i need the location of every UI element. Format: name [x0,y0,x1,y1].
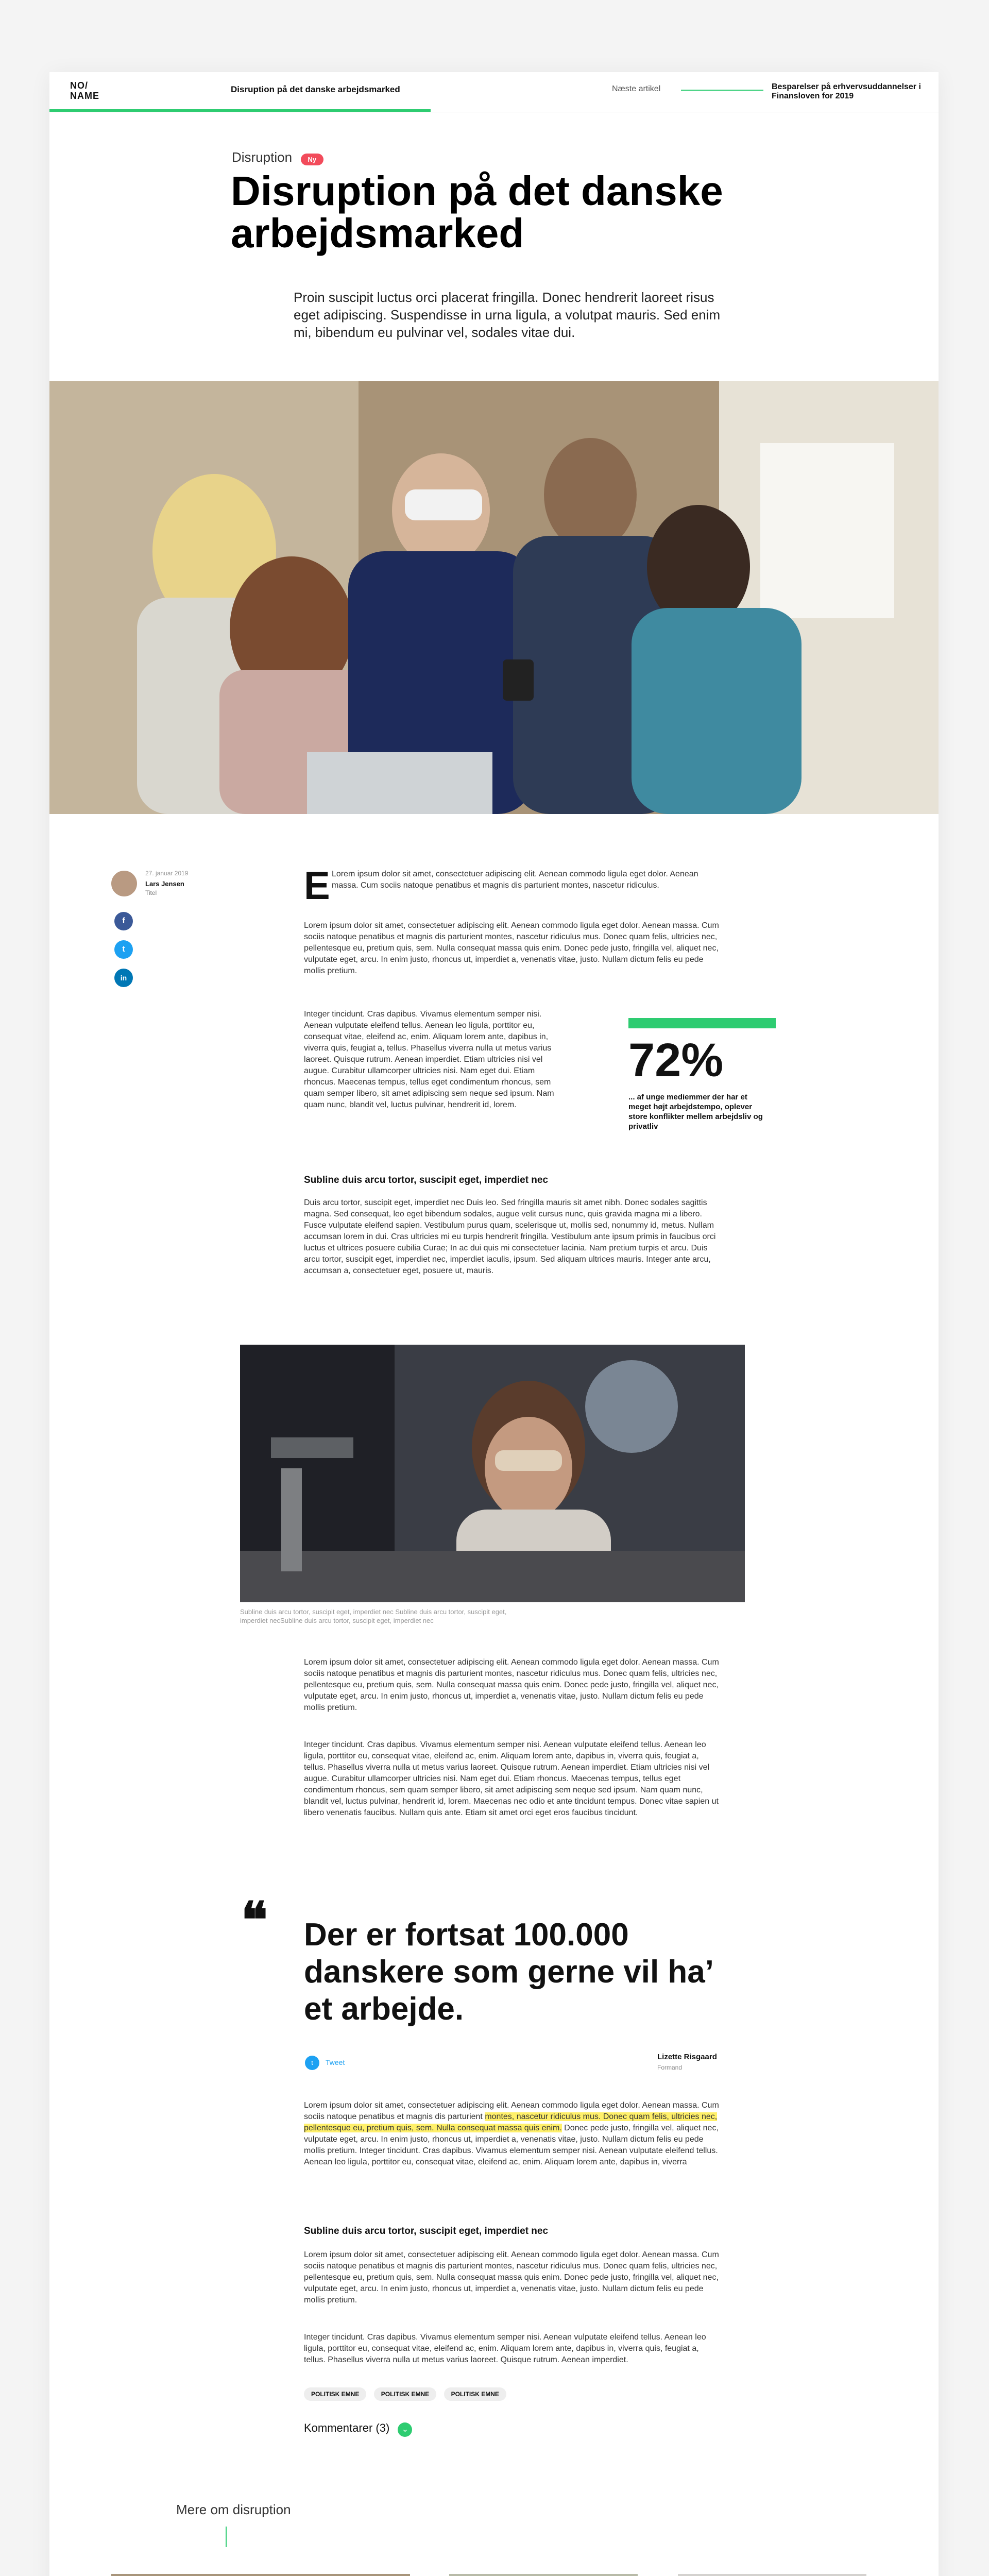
comments-toggle[interactable] [304,2421,412,2437]
text-segment: Lorem ipsum dolor sit amet, consectetuer adipiscing elit. Aenean commodo ligula eget dolor. Aenean massa. Cum sociis natoque penatibus et magnis dis parturient [304,2101,719,2121]
image-caption: Subline duis arcu tortor, suscipit eget, imperdiet nec Subline duis arcu tortor, suscipit eget, imperdiet necSubline duis arcu tortor, suscipit eget, imperdiet nec [240,1608,507,1624]
inline-illustration [240,1345,745,1602]
twitter-icon: t [311,2059,313,2066]
quote-role: Formand [657,2064,683,2071]
topic-tag[interactable]: POLITISK EMNE [444,2387,506,2401]
pull-quote: Der er fortsat 100.000 danskere som gerne vil ha’ et arbejde. [304,1917,712,2027]
linkedin-share-button[interactable] [114,969,133,987]
topbar-next-divider [681,90,763,91]
highlight-paragraph [304,2100,719,2168]
text-segment: Donec pede justo, fringilla vel, aliquet nec, vulputate eget, arcu. In enim justo, rhoncus ut, imperdiet a, venenatis vitae, justo. Nullam dictum felis eu pede mollis pretium. Integer tincidunt. Cras dapibus. Vivamus elementum semper nisi. Aenean vulputate eleifend tellus. Aenean leo ligula, porttitor eu, consequat vitae, eleifend ac, enim. Aliquam lorem ante, dapibus in, viverra [304,2124,719,2166]
card-image[interactable] [678,2574,866,2576]
twitter-icon: t [122,945,125,954]
chevron-down-icon[interactable]: ⌄ [398,2422,412,2437]
card-image[interactable] [111,2574,410,2576]
subheading: Subline duis arcu tortor, suscipit eget, imperdiet nec [304,2226,549,2236]
article-page [49,72,939,2576]
quote-mark-icon: ❝ [241,1893,268,1948]
topic-tag[interactable]: POLITISK EMNE [304,2387,366,2401]
stat-accent-bar [628,1018,776,1028]
body-paragraph: Integer tincidunt. Cras dapibus. Vivamus elementum semper nisi. Aenean vulputate eleifend tellus. Aenean leo ligula, porttitor eu, consequat vitae, eleifend ac, enim. Aliquam lorem ante, dapibus in, viverra quis, feugiat a, tellus. Phasellus viverra nulla ut metus varius laoreet. Quisque rutrum. Aenean imperdiet. [304,2333,706,2364]
comments-label: Kommentarer (3) [304,2421,390,2434]
intro-paragraph: Lorem ipsum dolor sit amet, consectetuer adipiscing elit. Aenean commodo ligula eget dolor. Aenean massa. Cum sociis natoque penatibus et magnis dis parturient montes, nascetur ridiculus. [332,870,698,890]
hero-illustration [49,381,939,814]
topbar-next-label[interactable]: Næste artikel [612,84,661,93]
body-paragraph: Integer tincidunt. Cras dapibus. Vivamus elementum semper nisi. Aenean vulputate eleifend tellus. Aenean leo ligula, porttitor eu, consequat vitae, eleifend ac, enim. Aliquam lorem ante, dapibus in, viverra quis, feugiat a, tellus. Phasellus viverra nulla ut metus varius laoreet. Quisque rutrum. Aenean imperdiet. Etiam ultricies nisi vel augue. Curabitur ullamcorper ultricies nisi. Nam eget dui. Etiam rhoncus. Maecenas tempus, tellus eget condimentum rhoncus, sem quam semper libero, sit amet adipiscing sem neque sed ipsum. Nam quam nunc, blandit vel, luctus pulvinar, hendrerit id, lorem. Maecenas nec odio et ante tincidunt tempus. Donec vitae sapien ut libero venenatis faucibus. Nullam quis ante. Etiam sit amet orci eget eros faucibus tincidunt. [304,1740,719,1817]
hero-image [49,381,939,814]
body-paragraph: Lorem ipsum dolor sit amet, consectetuer adipiscing elit. Aenean commodo ligula eget dolor. Aenean massa. Cum sociis natoque penatibus et magnis dis parturient montes, nascetur ridiculus mus. Donec quam felis, ultricies nec, pellentesque eu, pretium quis, sem. Nulla consequat massa quis enim. Donec pede justo, fringilla vel, aliquet nec, vulputate eget, arcu. In enim justo, rhoncus ut, imperdiet a, venenatis vitae, justo. Nullam dictum felis eu pede mollis pretium. [304,2250,719,2304]
more-heading: Mere om disruption [176,2502,291,2517]
topic-tag[interactable]: POLITISK EMNE [374,2387,436,2401]
body-paragraph: Lorem ipsum dolor sit amet, consectetuer adipiscing elit. Aenean commodo ligula eget dolor. Aenean massa. Cum sociis natoque penatibus et magnis dis parturient montes, nascetur ridiculus mus. Donec quam felis, ultricies nec, pellentesque eu, pretium quis, sem. Nulla consequat massa quis enim. Donec pede justo, fringilla vel, aliquet nec, vulputate eget, arcu. In enim justo, rhoncus ut, imperdiet a, venenatis vitae, justo. Nullam dictum felis eu pede mollis pretium. [304,921,719,975]
body-paragraph: Lorem ipsum dolor sit amet, consectetuer adipiscing elit. Aenean commodo ligula eget dolor. Aenean massa. Cum sociis natoque penatibus et magnis dis parturient montes, nascetur ridiculus mus. Donec quam felis, ultricies nec, pellentesque eu, pretium quis, sem. Nulla consequat massa quis enim. Donec pede justo, fringilla vel, aliquet nec, vulputate eget, arcu. In enim justo, rhoncus ut, imperdiet a, venenatis vitae, justo. Nullam dictum felis eu pede mollis pretium. [304,1658,719,1712]
inline-image [240,1345,745,1602]
topbar-next-title[interactable]: Besparelser på erhvervsuddannelser i Finansloven for 2019 [772,82,921,100]
article-lead: Proin suscipit luctus orci placerat fringilla. Donec hendrerit laoreet risus eget adipiscing. Suspendisse in urna ligula, a volutpat mauris. Sed enim mi, bibendum eu pulvinar vel, sodales vitae dui. [294,290,721,340]
category-label[interactable]: Disruption [232,149,293,165]
author-date: 27. januar 2019 [145,870,189,877]
author-role: Titel [145,889,157,896]
card-illustration [111,2574,410,2576]
stat-value: 72% [628,1034,724,1087]
new-badge: Ny [301,154,324,165]
more-divider [226,2527,227,2547]
tweet-label[interactable]: Tweet [326,2058,345,2066]
author-name[interactable]: Lars Jensen [145,880,184,888]
site-logo[interactable]: NO/ NAME [70,80,99,101]
twitter-share-button[interactable] [114,940,133,959]
quote-author: Lizette Risgaard [657,2053,717,2061]
linkedin-icon: in [120,974,127,982]
topbar-article-title: Disruption på det danske arbejdsmarked [231,84,400,94]
card-illustration [449,2574,638,2576]
card-image[interactable] [449,2574,638,2576]
article-title: Disruption på det danske arbejdsmarked [231,168,723,256]
stat-text: ... af unge mediemmer der har et meget højt arbejdstempo, oplever store konflikter mellem arbejdsliv og privatliv [628,1093,763,1131]
drop-cap: E [304,864,330,908]
author-avatar[interactable] [111,871,137,896]
tag-list [304,2387,511,2401]
reading-progress-bar [49,109,431,112]
article-category-row [232,149,323,165]
subheading: Subline duis arcu tortor, suscipit eget, imperdiet nec [304,1175,549,1185]
facebook-share-button[interactable] [114,912,133,930]
body-paragraph: Integer tincidunt. Cras dapibus. Vivamus elementum semper nisi. Aenean vulputate eleifend tellus. Aenean leo ligula, porttitor eu, consequat vitae, eleifend ac, enim. Aliquam lorem ante, dapibus in, viverra quis, feugiat a, tellus. Phasellus viverra nulla ut metus varius laoreet. Quisque rutrum. Aenean imperdiet. Etiam ultricies nisi vel augue. Curabitur ullamcorper ultricies nisi. Nam eget dui. Etiam rhoncus. Maecenas tempus, tellus eget condimentum rhoncus, sem quam semper libero, sit amet adipiscing sem neque sed ipsum. Nam quam nunc, blandit vel, luctus pulvinar, hendrerit id, lorem. [304,1010,554,1109]
top-bar [49,72,939,112]
tweet-quote-button[interactable] [305,2056,319,2070]
text-highlight[interactable]: montes, nascetur ridiculus mus. Donec quam felis, ultricies nec, pellentesque eu, pretium quis, sem. Nulla consequat massa quis enim. [304,2112,718,2132]
facebook-icon: f [122,917,125,925]
card-illustration [678,2574,866,2576]
body-paragraph: Duis arcu tortor, suscipit eget, imperdiet nec Duis leo. Sed fringilla mauris sit amet nibh. Donec sodales sagittis magna. Sed consequat, leo eget bibendum sodales, augue velit cursus nunc, quis gravida magna mi a libero. Fusce vulputate eleifend sapien. Vestibulum purus quam, scelerisque ut, mollis sed, nonummy id, metus. Nullam accumsan lorem in dui. Cras ultricies mi eu turpis hendrerit fringilla. Vestibulum ante ipsum primis in faucibus orci luctus et ultrices posuere cubilia Curae; In ac dui quis mi consectetuer lacinia. Nam pretium turpis et arcu. Duis arcu tortor, suscipit eget, imperdiet nec, imperdiet iaculis, ipsum. Sed aliquam ultrices mauris. Integer ante arcu, accumsan a, consectetuer eget, posuere ut, mauris. [304,1198,716,1275]
